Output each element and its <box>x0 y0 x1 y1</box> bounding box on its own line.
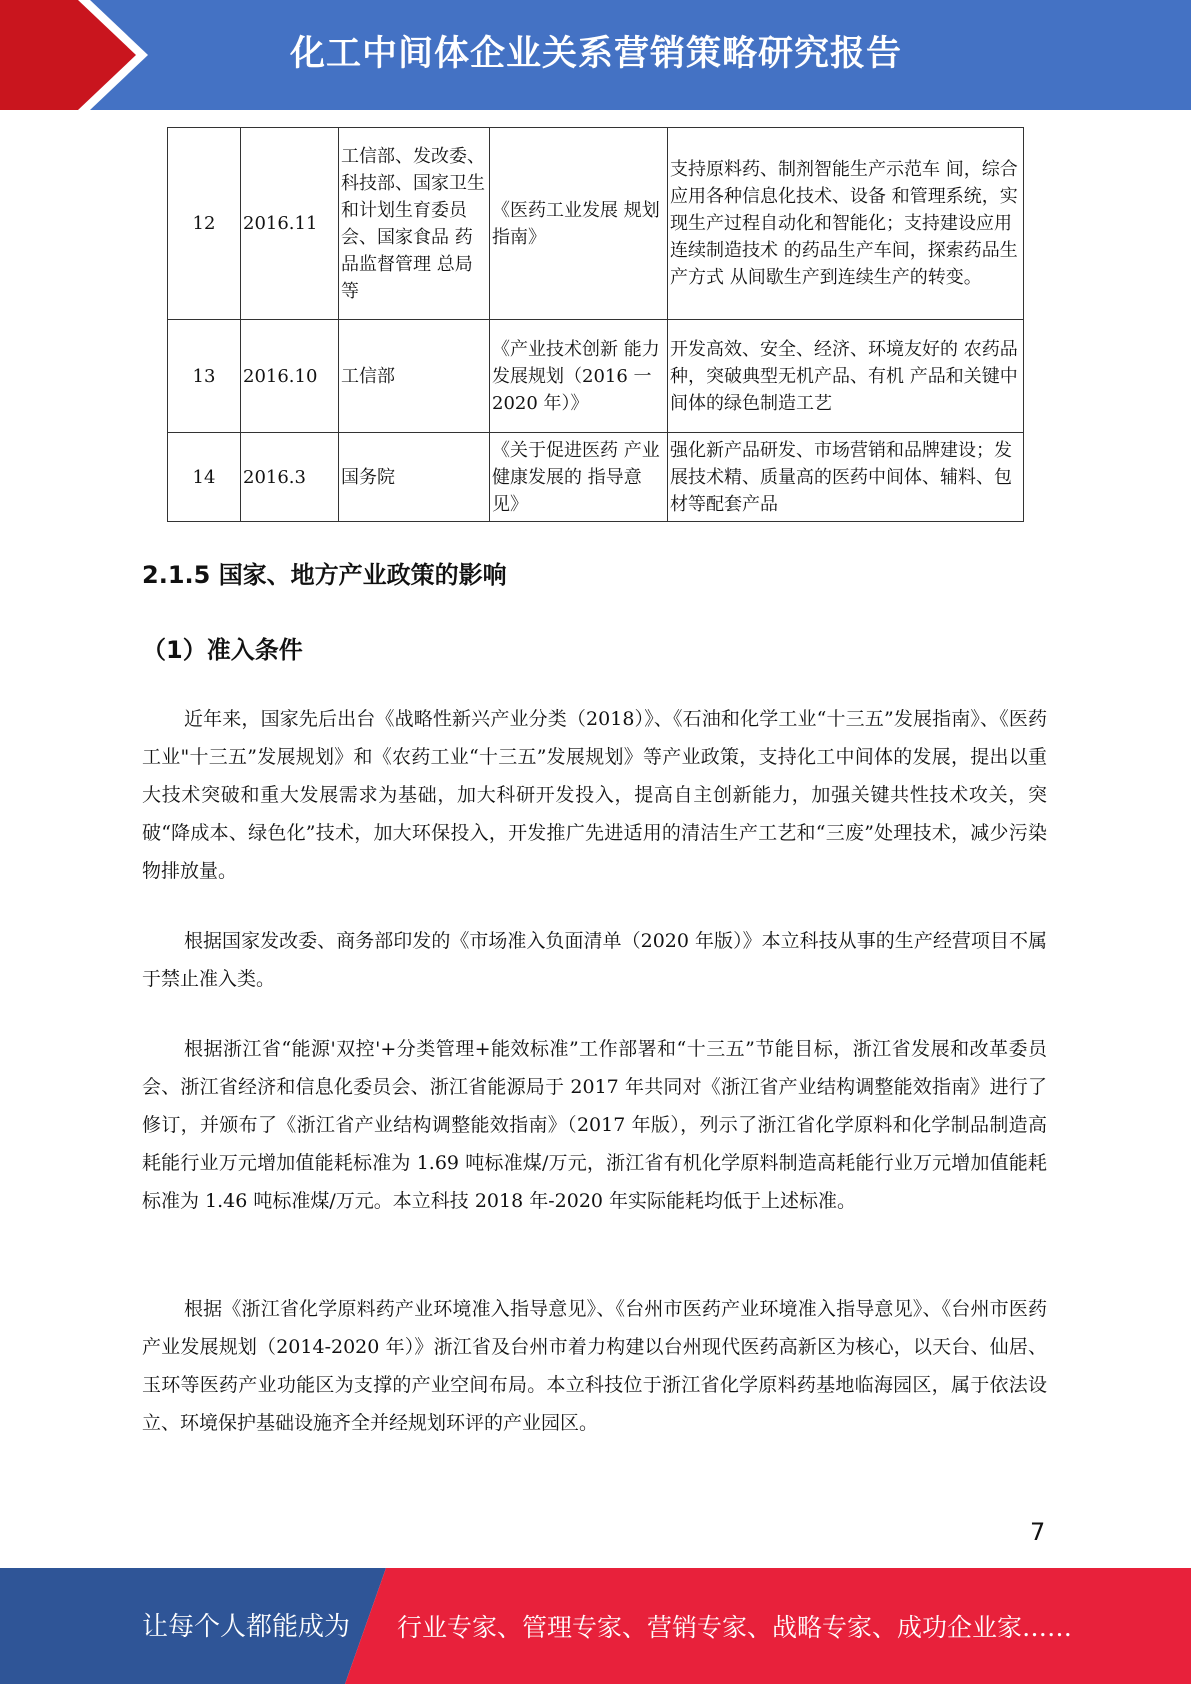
body-paragraph: 根据《浙江省化学原料药产业环境准入指导意见》、《台州市医药产业环境准入指导意见》、《台州市医药产业发展规划（2014-2020 年）》浙江省及台州市着力构建以台州现代医药高新区为核心，以天台、仙居、玉环等医药产业功能区为支撑的产业空间布局。本立科技位于浙江省化学原料药基地临海园区，属于依法设立、环境保护基础设施齐全并经规划环评的产业园区。 <box>142 1298 1047 1434</box>
sub-heading: （1）准入条件 <box>142 636 303 664</box>
body-paragraph: 根据浙江省“能源'双控'+分类管理+能效标准”工作部署和“十三五”节能目标，浙江省发展和改革委员会、浙江省经济和信息化委员会、浙江省能源局于 2017 年共同对《浙江省产业结构调整能效指南》进行了修订，并颁布了《浙江省产业结构调整能效指南》（2017 年版），列示了浙江省化学原料和化学制品制造高耗能行业万元增加值能耗标准为 1.69 吨标准煤/万元，浙江省有机化学原料制造高耗能行业万元增加值能耗标准为 1.46 吨标准煤/万元。本立科技 2018 年-2020 年实际能耗均低于上述标准。 <box>142 1038 1047 1212</box>
row-number: 13 <box>168 320 241 433</box>
row-document: 《医药工业发展 规划指南》 <box>490 128 668 320</box>
footer-slogan-right: 行业专家、管理专家、营销专家、战略专家、成功企业家…… <box>397 1613 1073 1642</box>
row-number: 14 <box>168 433 241 522</box>
footer-slogan-left: 让每个人都能成为 <box>142 1612 351 1642</box>
page-header <box>0 0 1191 110</box>
row-date: 2016.10 <box>241 320 339 433</box>
row-number: 12 <box>168 128 241 320</box>
row-organization: 工信部、发改委、科技部、国家卫生和计划生育委员 会、国家食品 药品监督管理 总局等 <box>339 128 490 320</box>
report-title: 化工中间体企业关系营销策略研究报告 <box>290 34 903 74</box>
page-number: 7 <box>1030 1518 1046 1546</box>
row-organization: 工信部 <box>339 320 490 433</box>
row-organization: 国务院 <box>339 433 490 522</box>
table-row <box>168 433 1024 522</box>
table-row <box>168 128 1024 320</box>
row-description: 开发高效、安全、经济、环境友好的 农药品种，突破典型无机产品、有机 产品和关键中间体的绿色制造工艺 <box>668 320 1024 433</box>
row-date: 2016.3 <box>241 433 339 522</box>
policy-table <box>167 127 1024 522</box>
row-description: 支持原料药、制剂智能生产示范车 间，综合应用各种信息化技术、设备 和管理系统，实现生产过程自动化和智能化；支持建设应用连续制造技术 的药品生产车间，探索药品生产方式 从间歇生产到连续生产的转变。 <box>668 128 1024 320</box>
row-date: 2016.11 <box>241 128 339 320</box>
table-row <box>168 320 1024 433</box>
section-heading: 2.1.5 国家、地方产业政策的影响 <box>142 561 507 589</box>
page-footer <box>0 1568 1191 1684</box>
row-document: 《产业技术创新 能力发展规划（2016 一 2020 年）》 <box>490 320 668 433</box>
row-description: 强化新产品研发、市场营销和品牌建设；发展技术精、质量高的医药中间体、辅料、包材等配套产品 <box>668 433 1024 522</box>
body-paragraph: 近年来，国家先后出台《战略性新兴产业分类（2018）》、《石油和化学工业“十三五”发展指南》、《医药工业"十三五”发展规划》和《农药工业“十三五”发展规划》等产业政策，支持化工中间体的发展，提出以重大技术突破和重大发展需求为基础，加大科研开发投入，提高自主创新能力，加强关键共性技术攻关，突破“降成本、绿色化”技术，加大环保投入，开发推广先进适用的清洁生产工艺和“三废”处理技术，减少污染物排放量。 <box>142 708 1047 882</box>
body-paragraph: 根据国家发改委、商务部印发的《市场准入负面清单（2020 年版）》本立科技从事的生产经营项目不属于禁止准入类。 <box>142 930 1047 990</box>
row-document: 《关于促进医药 产业健康发展的 指导意见》 <box>490 433 668 522</box>
